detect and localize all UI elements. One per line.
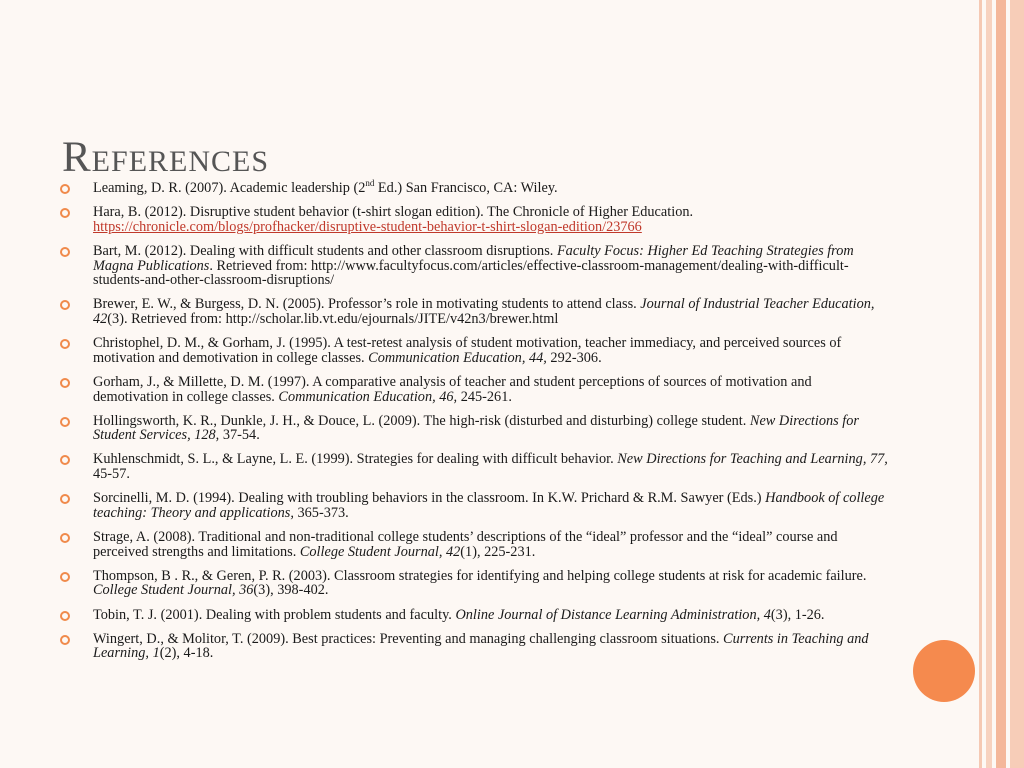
bullet-icon [60, 417, 70, 427]
bullet-icon [60, 455, 70, 465]
reference-item: Christophel, D. M., & Gorham, J. (1995). A test-retest analysis of student motivation, teacher immediacy, and perceived sources of motivation and demotivation in college classes. Communication Education, 44, 292-306. [60, 336, 890, 365]
decorative-stripe [996, 0, 1006, 768]
reference-item: Strage, A. (2008). Traditional and non-traditional college students’ descriptions of the “ideal” professor and the “ideal” course and perceived strengths and limitations. College Student Journal, 42(1), 225-231. [60, 530, 890, 559]
decorative-stripe [1010, 0, 1024, 768]
decorative-stripe [986, 0, 992, 768]
bullet-icon [60, 611, 70, 621]
reference-item: Bart, M. (2012). Dealing with difficult students and other classroom disruptions. Faculty Focus: Higher Ed Teaching Strategies from Magna Publications. Retrieved from: http://www.facultyfocus.com/articles/effective-classroom-management/dealing-with-difficult-students-and-other-classroom-disruptions/ [60, 244, 890, 288]
decorative-stripe [979, 0, 982, 768]
bullet-icon [60, 378, 70, 388]
reference-item: Leaming, D. R. (2007). Academic leadership (2nd Ed.) San Francisco, CA: Wiley. [60, 181, 890, 196]
reference-item: Wingert, D., & Molitor, T. (2009). Best practices: Preventing and managing challenging classroom situations. Currents in Teaching and Learning, 1(2), 4-18. [60, 632, 890, 661]
reference-item: Kuhlenschmidt, S. L., & Layne, L. E. (1999). Strategies for dealing with difficult behavior. New Directions for Teaching and Learning, 77, 45-57. [60, 452, 890, 481]
bullet-icon [60, 300, 70, 310]
reference-item: Sorcinelli, M. D. (1994). Dealing with troubling behaviors in the classroom. In K.W. Prichard & R.M. Sawyer (Eds.) Handbook of college teaching: Theory and applications, 365-373. [60, 491, 890, 520]
bullet-icon [60, 247, 70, 257]
reference-item: Thompson, B . R., & Geren, P. R. (2003). Classroom strategies for identifying and helping college students at risk for academic failure. College Student Journal, 36(3), 398-402. [60, 569, 890, 598]
reference-link[interactable]: https://chronicle.com/blogs/profhacker/disruptive-student-behavior-t-shirt-slogan-edition/23766 [93, 218, 642, 235]
reference-item: Gorham, J., & Millette, D. M. (1997). A comparative analysis of teacher and student perceptions of sources of motivation and demotivation in college classes. Communication Education, 46, 245-261. [60, 375, 890, 404]
page-title: References [62, 133, 270, 181]
bullet-icon [60, 339, 70, 349]
reference-list [60, 178, 890, 671]
reference-item: Hara, B. (2012). Disruptive student behavior (t-shirt slogan edition). The Chronicle of Higher Education. https://chronicle.com/blogs/profhacker/disruptive-student-behavior-t-shirt-slogan-edition/23766 [60, 205, 890, 234]
bullet-icon [60, 208, 70, 218]
reference-item: Tobin, T. J. (2001). Dealing with problem students and faculty. Online Journal of Distance Learning Administration, 4(3), 1-26. [60, 608, 890, 623]
reference-item: Hollingsworth, K. R., Dunkle, J. H., & Douce, L. (2009). The high-risk (disturbed and disturbing) college student. New Directions for Student Services, 128, 37-54. [60, 414, 890, 443]
bullet-icon [60, 184, 70, 194]
bullet-icon [60, 533, 70, 543]
reference-item: Brewer, E. W., & Burgess, D. N. (2005). Professor’s role in motivating students to attend class. Journal of Industrial Teacher Education, 42(3). Retrieved from: http://scholar.lib.vt.edu/ejournals/JITE/v42n3/brewer.html [60, 297, 890, 326]
bullet-icon [60, 494, 70, 504]
decorative-circle [913, 640, 975, 702]
bullet-icon [60, 635, 70, 645]
bullet-icon [60, 572, 70, 582]
